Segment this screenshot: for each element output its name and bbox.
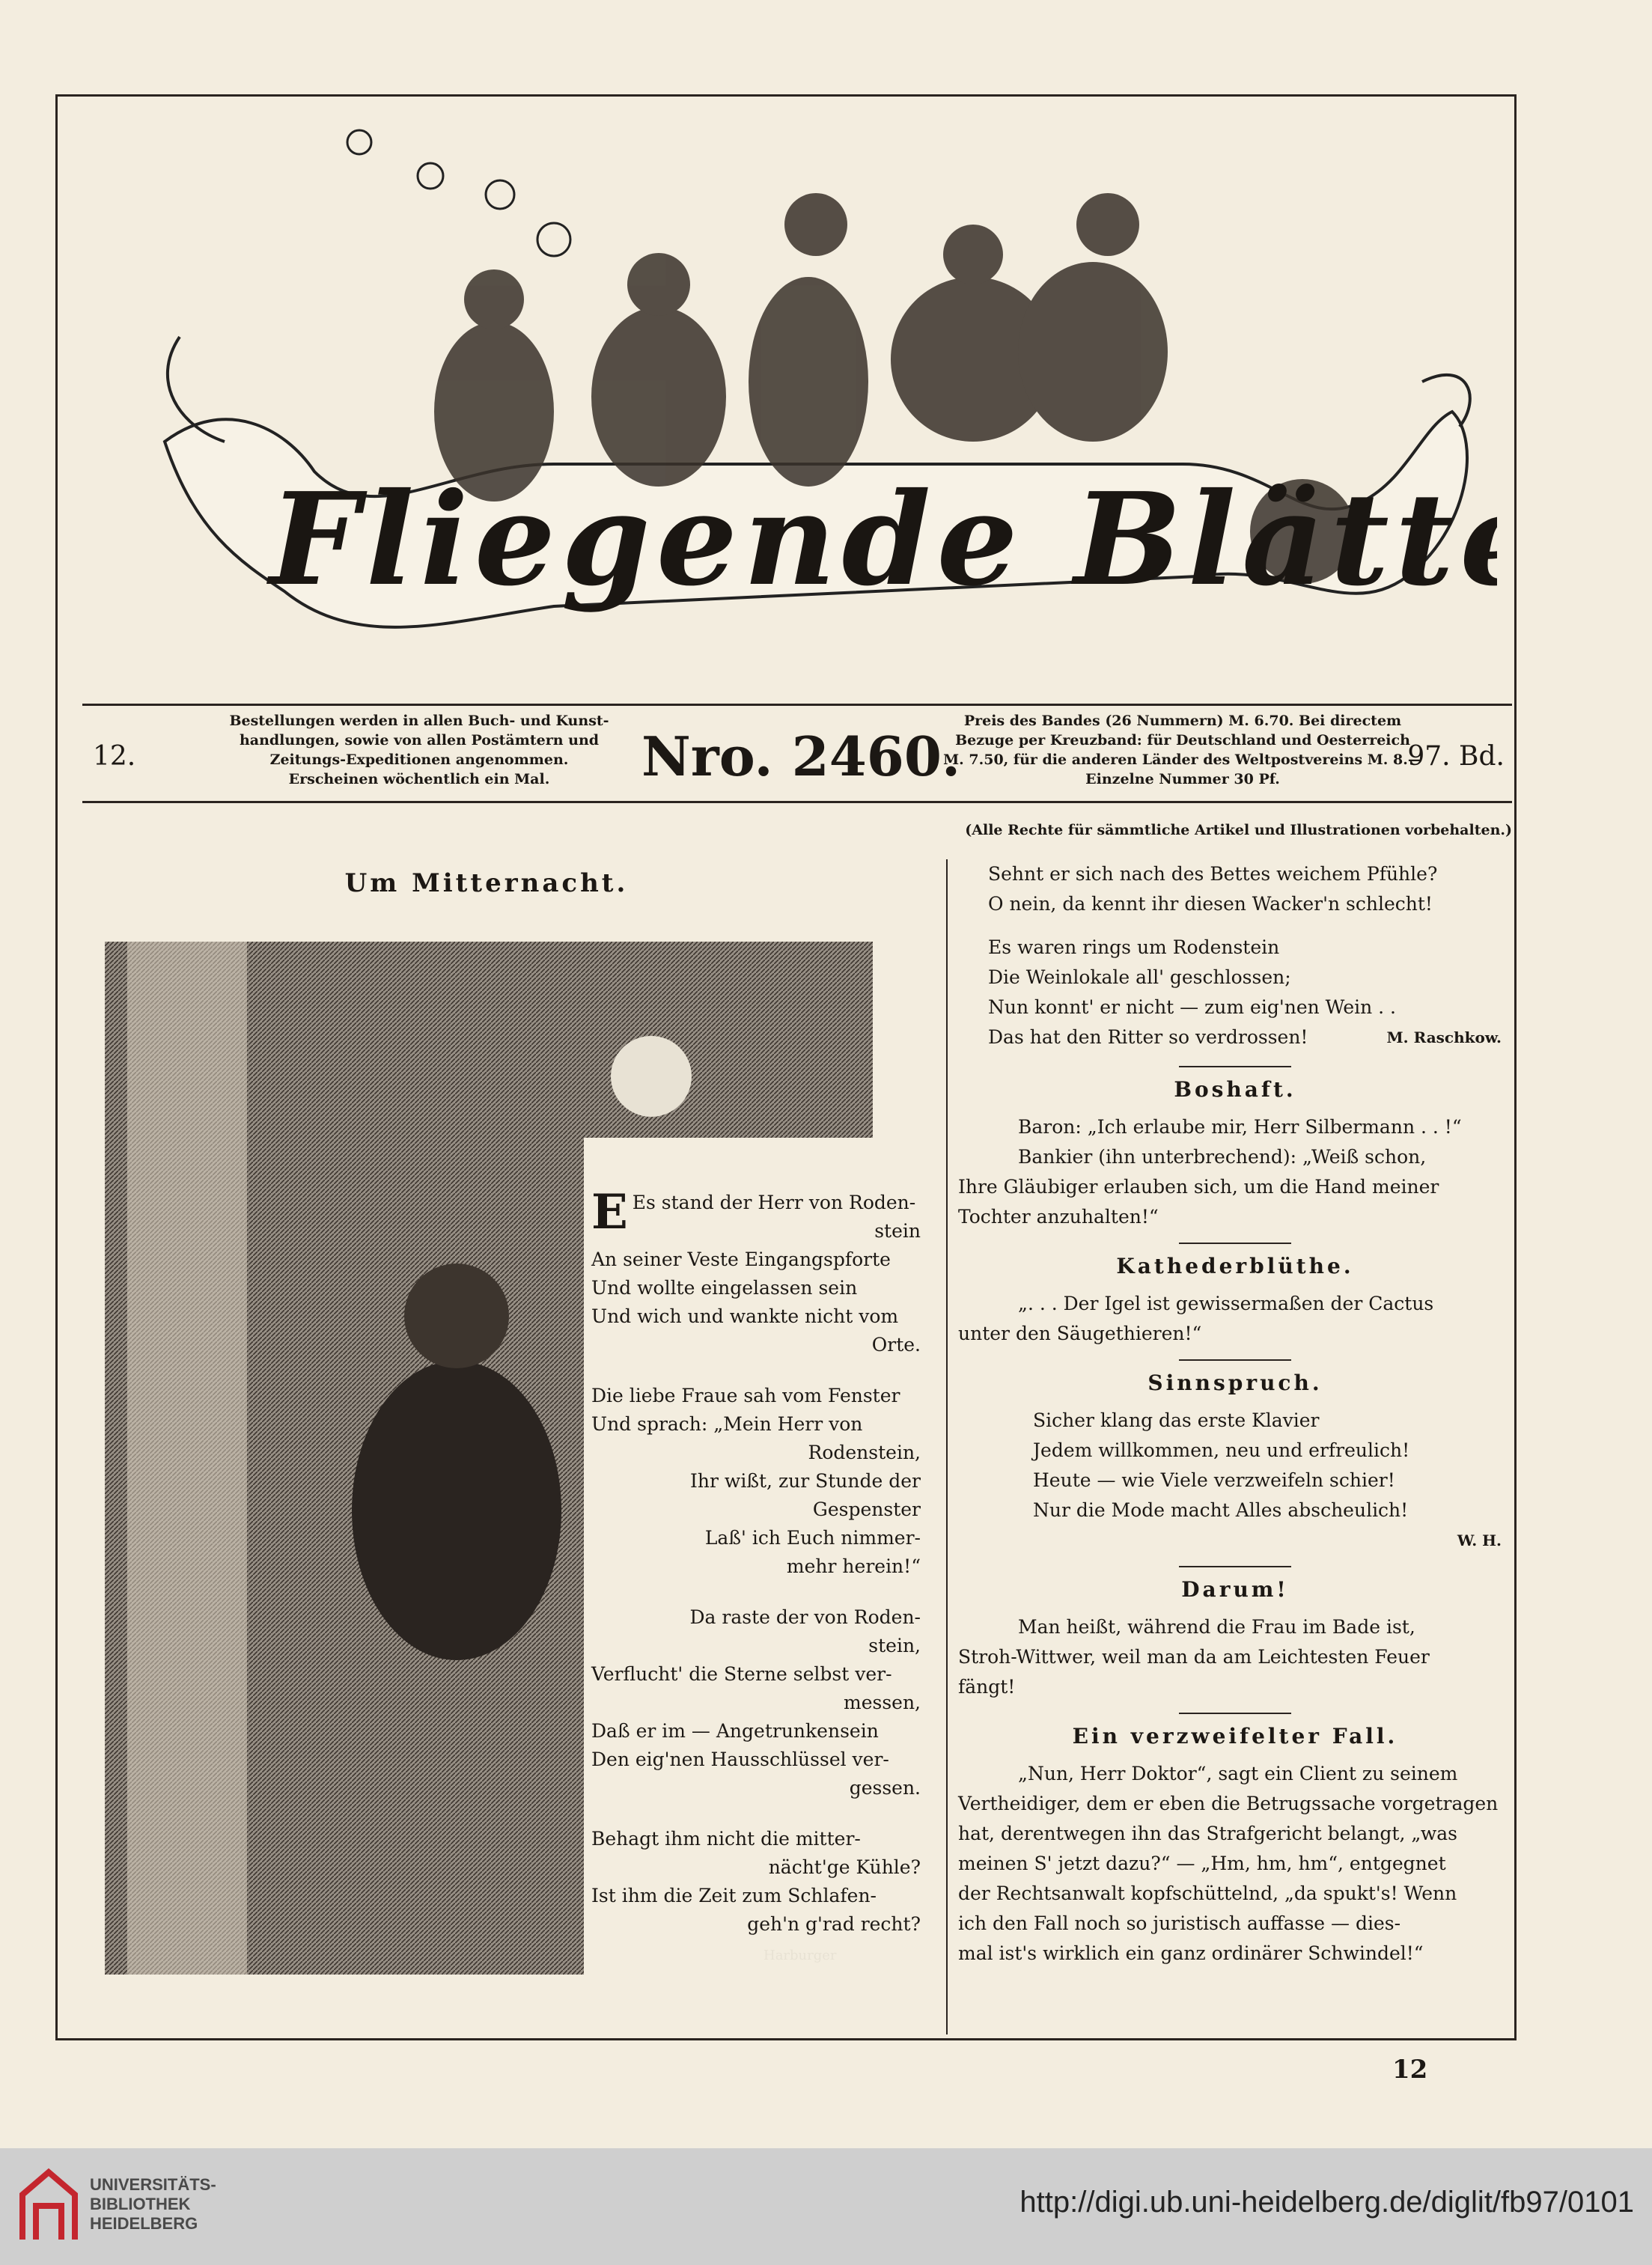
library-footer (0, 2148, 1652, 2265)
poem-line: stein, (868, 1635, 921, 1656)
library-name-line: HEIDELBERG (90, 2214, 198, 2233)
text-line: Tochter anzuhalten!“ (958, 1206, 1159, 1228)
poem-title: Um Mitternacht. (344, 868, 629, 898)
separator (1179, 1066, 1291, 1067)
poem-stanza (591, 1825, 921, 1939)
ordering-line: Bestellungen werden in allen Buch- und Kunst- (229, 713, 609, 729)
text-line: „. . . Der Igel ist gewissermaßen der Cactus (1018, 1293, 1434, 1314)
poem-line: Behagt ihm nicht die mitter- (591, 1828, 861, 1850)
poem-line: Ist ihm die Zeit zum Schlafen- (591, 1885, 877, 1906)
text-sinnspruch (958, 1406, 1512, 1555)
separator (1179, 1359, 1291, 1361)
poem-author: M. Raschkow. (1386, 1028, 1502, 1046)
text-line: hat, derentwegen ihn das Strafgericht belangt, „was (958, 1823, 1458, 1844)
verse-line: Nur die Mode macht Alles abscheulich! (1033, 1499, 1409, 1521)
separator (1179, 1243, 1291, 1244)
library-name-line: BIBLIOTHEK (90, 2195, 191, 2213)
text-line: fängt! (958, 1676, 1016, 1698)
price-line: M. 7.50, für die anderen Länder des Weltpostvereins M. 8.— (943, 752, 1422, 768)
poem-line: Es stand der Herr von Roden- (632, 1192, 916, 1213)
volume-right: 97. Bd. (1407, 741, 1505, 772)
page-number: 12 (1392, 2055, 1428, 2085)
info-rule-top (82, 704, 1512, 706)
poem-line: geh'n g'rad recht? (747, 1913, 921, 1935)
heading-boshaft: Boshaft. (1174, 1077, 1296, 1102)
separator (1179, 1566, 1291, 1567)
price-line: Preis des Bandes (26 Nummern) M. 6.70. Bei directem (963, 713, 1402, 729)
poem-line: gessen. (849, 1777, 921, 1799)
poem-line: Die Weinlokale all' geschlossen; (988, 966, 1291, 988)
poem-line: Und wollte eingelassen sein (591, 1277, 858, 1299)
poem-line: Orte. (871, 1334, 921, 1356)
text-line: ich den Fall noch so juristisch auffasse — dies- (958, 1912, 1401, 1934)
poem-line: Daß er im — Angetrunkensein (591, 1720, 879, 1742)
text-fall (958, 1759, 1512, 1969)
masthead-title: Fliegende Blätter (269, 465, 1497, 615)
poem-line: Rodenstein, (808, 1442, 921, 1463)
heading-katheder: Kathederblüthe. (1116, 1254, 1354, 1278)
verse-line: Heute — wie Viele verzweifeln schier! (1033, 1469, 1395, 1491)
masthead-illustration (135, 112, 1497, 681)
text-katheder (958, 1289, 1512, 1349)
poem-line: Den eig'nen Hausschlüssel ver- (591, 1749, 889, 1770)
poem-line (958, 1022, 1512, 1052)
price-line: Bezuge per Kreuzband: für Deutschland und Oesterreich (955, 732, 1410, 749)
text-line: mal ist's wirklich ein ganz ordinärer Schwindel!“ (958, 1942, 1424, 1964)
verse-author: W. H. (1457, 1531, 1502, 1549)
text-line: Ihre Gläubiger erlauben sich, um die Hand meiner (958, 1176, 1439, 1198)
text-darum (958, 1612, 1512, 1702)
library-logo-icon[interactable] (15, 2165, 82, 2247)
illustration-signature: Harburger (763, 1948, 837, 1963)
poem-line: Ihr wißt, zur Stunde der (690, 1470, 921, 1492)
masthead-drawing (135, 112, 1497, 681)
poem-line: mehr herein!“ (786, 1555, 921, 1577)
poem-line: Laß' ich Euch nimmer- (704, 1527, 921, 1549)
text-line: Vertheidiger, dem er eben die Betrugssache vorgetragen (958, 1793, 1499, 1814)
price-line: Einzelne Nummer 30 Pf. (1085, 771, 1280, 787)
ordering-line: Erscheinen wöchentlich ein Mal. (288, 771, 550, 787)
poem-line: Verflucht' die Sterne selbst ver- (591, 1663, 892, 1685)
poem-line: An seiner Veste Eingangspforte (591, 1249, 891, 1270)
poem-line: stein (874, 1220, 921, 1242)
poem-continuation (958, 859, 1512, 919)
poem-line: Da raste der von Roden- (689, 1606, 921, 1628)
poem-line: O nein, da kennt ihr diesen Wacker'n schlecht! (988, 893, 1433, 915)
text-line: Stroh-Wittwer, weil man da am Leichtesten Feuer (958, 1646, 1430, 1668)
text-line: Bankier (ihn unterbrechend): „Weiß schon, (1018, 1146, 1427, 1168)
verse-line: Jedem willkommen, neu und erfreulich! (1033, 1439, 1410, 1461)
poem-line: nächt'ge Kühle? (768, 1856, 921, 1878)
drop-cap: E (591, 1184, 628, 1240)
library-name[interactable] (90, 2175, 216, 2234)
rights-notice: (Alle Rechte für sämmtliche Artikel und Illustrationen vorbehalten.) (965, 822, 1512, 838)
text-line: meinen S' jetzt dazu?“ — „Hm, hm, hm“, entgegnet (958, 1853, 1446, 1874)
poem-stanza (591, 1603, 921, 1802)
info-rule-bottom (82, 801, 1512, 803)
text-line: Baron: „Ich erlaube mir, Herr Silbermann . . !“ (1018, 1116, 1462, 1138)
volume-left: 12. (93, 741, 136, 772)
poem-line: Und sprach: „Mein Herr von (591, 1413, 863, 1435)
poem-continuation (958, 933, 1512, 1052)
text-line: unter den Säugethieren!“ (958, 1323, 1202, 1344)
poem-line: Nun konnt' er nicht — zum eig'nen Wein . . (988, 996, 1396, 1018)
ordering-info (157, 711, 681, 789)
poem-line: Die liebe Fraue sah vom Fenster (591, 1385, 900, 1406)
poem-stanza (591, 1382, 921, 1581)
separator (1179, 1713, 1291, 1714)
poem-line: Und wich und wankte nicht vom (591, 1305, 899, 1327)
info-bar (82, 711, 1512, 799)
poem-line: Sehnt er sich nach des Bettes weichem Pfühle? (988, 863, 1438, 885)
verse-line: Sicher klang das erste Klavier (1033, 1409, 1320, 1431)
heading-darum: Darum! (1181, 1577, 1289, 1602)
ordering-line: handlungen, sowie von allen Postämtern und (239, 732, 600, 749)
text-line: „Nun, Herr Doktor“, sagt ein Client zu seinem (1018, 1763, 1458, 1784)
library-name-line: UNIVERSITÄTS- (90, 2175, 216, 2194)
text-line: der Rechtsanwalt kopfschüttelnd, „da spukt's! Wenn (958, 1883, 1457, 1904)
poem-last-line: Das hat den Ritter so verdrossen! (988, 1026, 1308, 1048)
column-divider (946, 859, 948, 2034)
right-column (958, 859, 1512, 1969)
poem-line: messen, (843, 1692, 921, 1713)
source-url-link[interactable]: http://digi.ub.uni-heidelberg.de/diglit/fb97/0101 (1019, 2186, 1634, 2219)
text-boshaft (958, 1112, 1512, 1232)
ordering-line: Zeitungs-Expeditionen angenommen. (269, 752, 569, 768)
issue-number: Nro. 2460. (641, 725, 961, 788)
poem-body (591, 1184, 921, 1961)
poem-line: Gespenster (812, 1499, 921, 1520)
heading-fall: Ein verzweifelter Fall. (1072, 1724, 1398, 1749)
poem-stanza (591, 1184, 921, 1359)
verse-signature-row (958, 1525, 1512, 1555)
text-line: Man heißt, während die Frau im Bade ist, (1018, 1616, 1415, 1638)
heading-sinnspruch: Sinnspruch. (1147, 1371, 1323, 1395)
price-info (921, 711, 1445, 789)
poem-line: Es waren rings um Rodenstein (988, 936, 1280, 958)
